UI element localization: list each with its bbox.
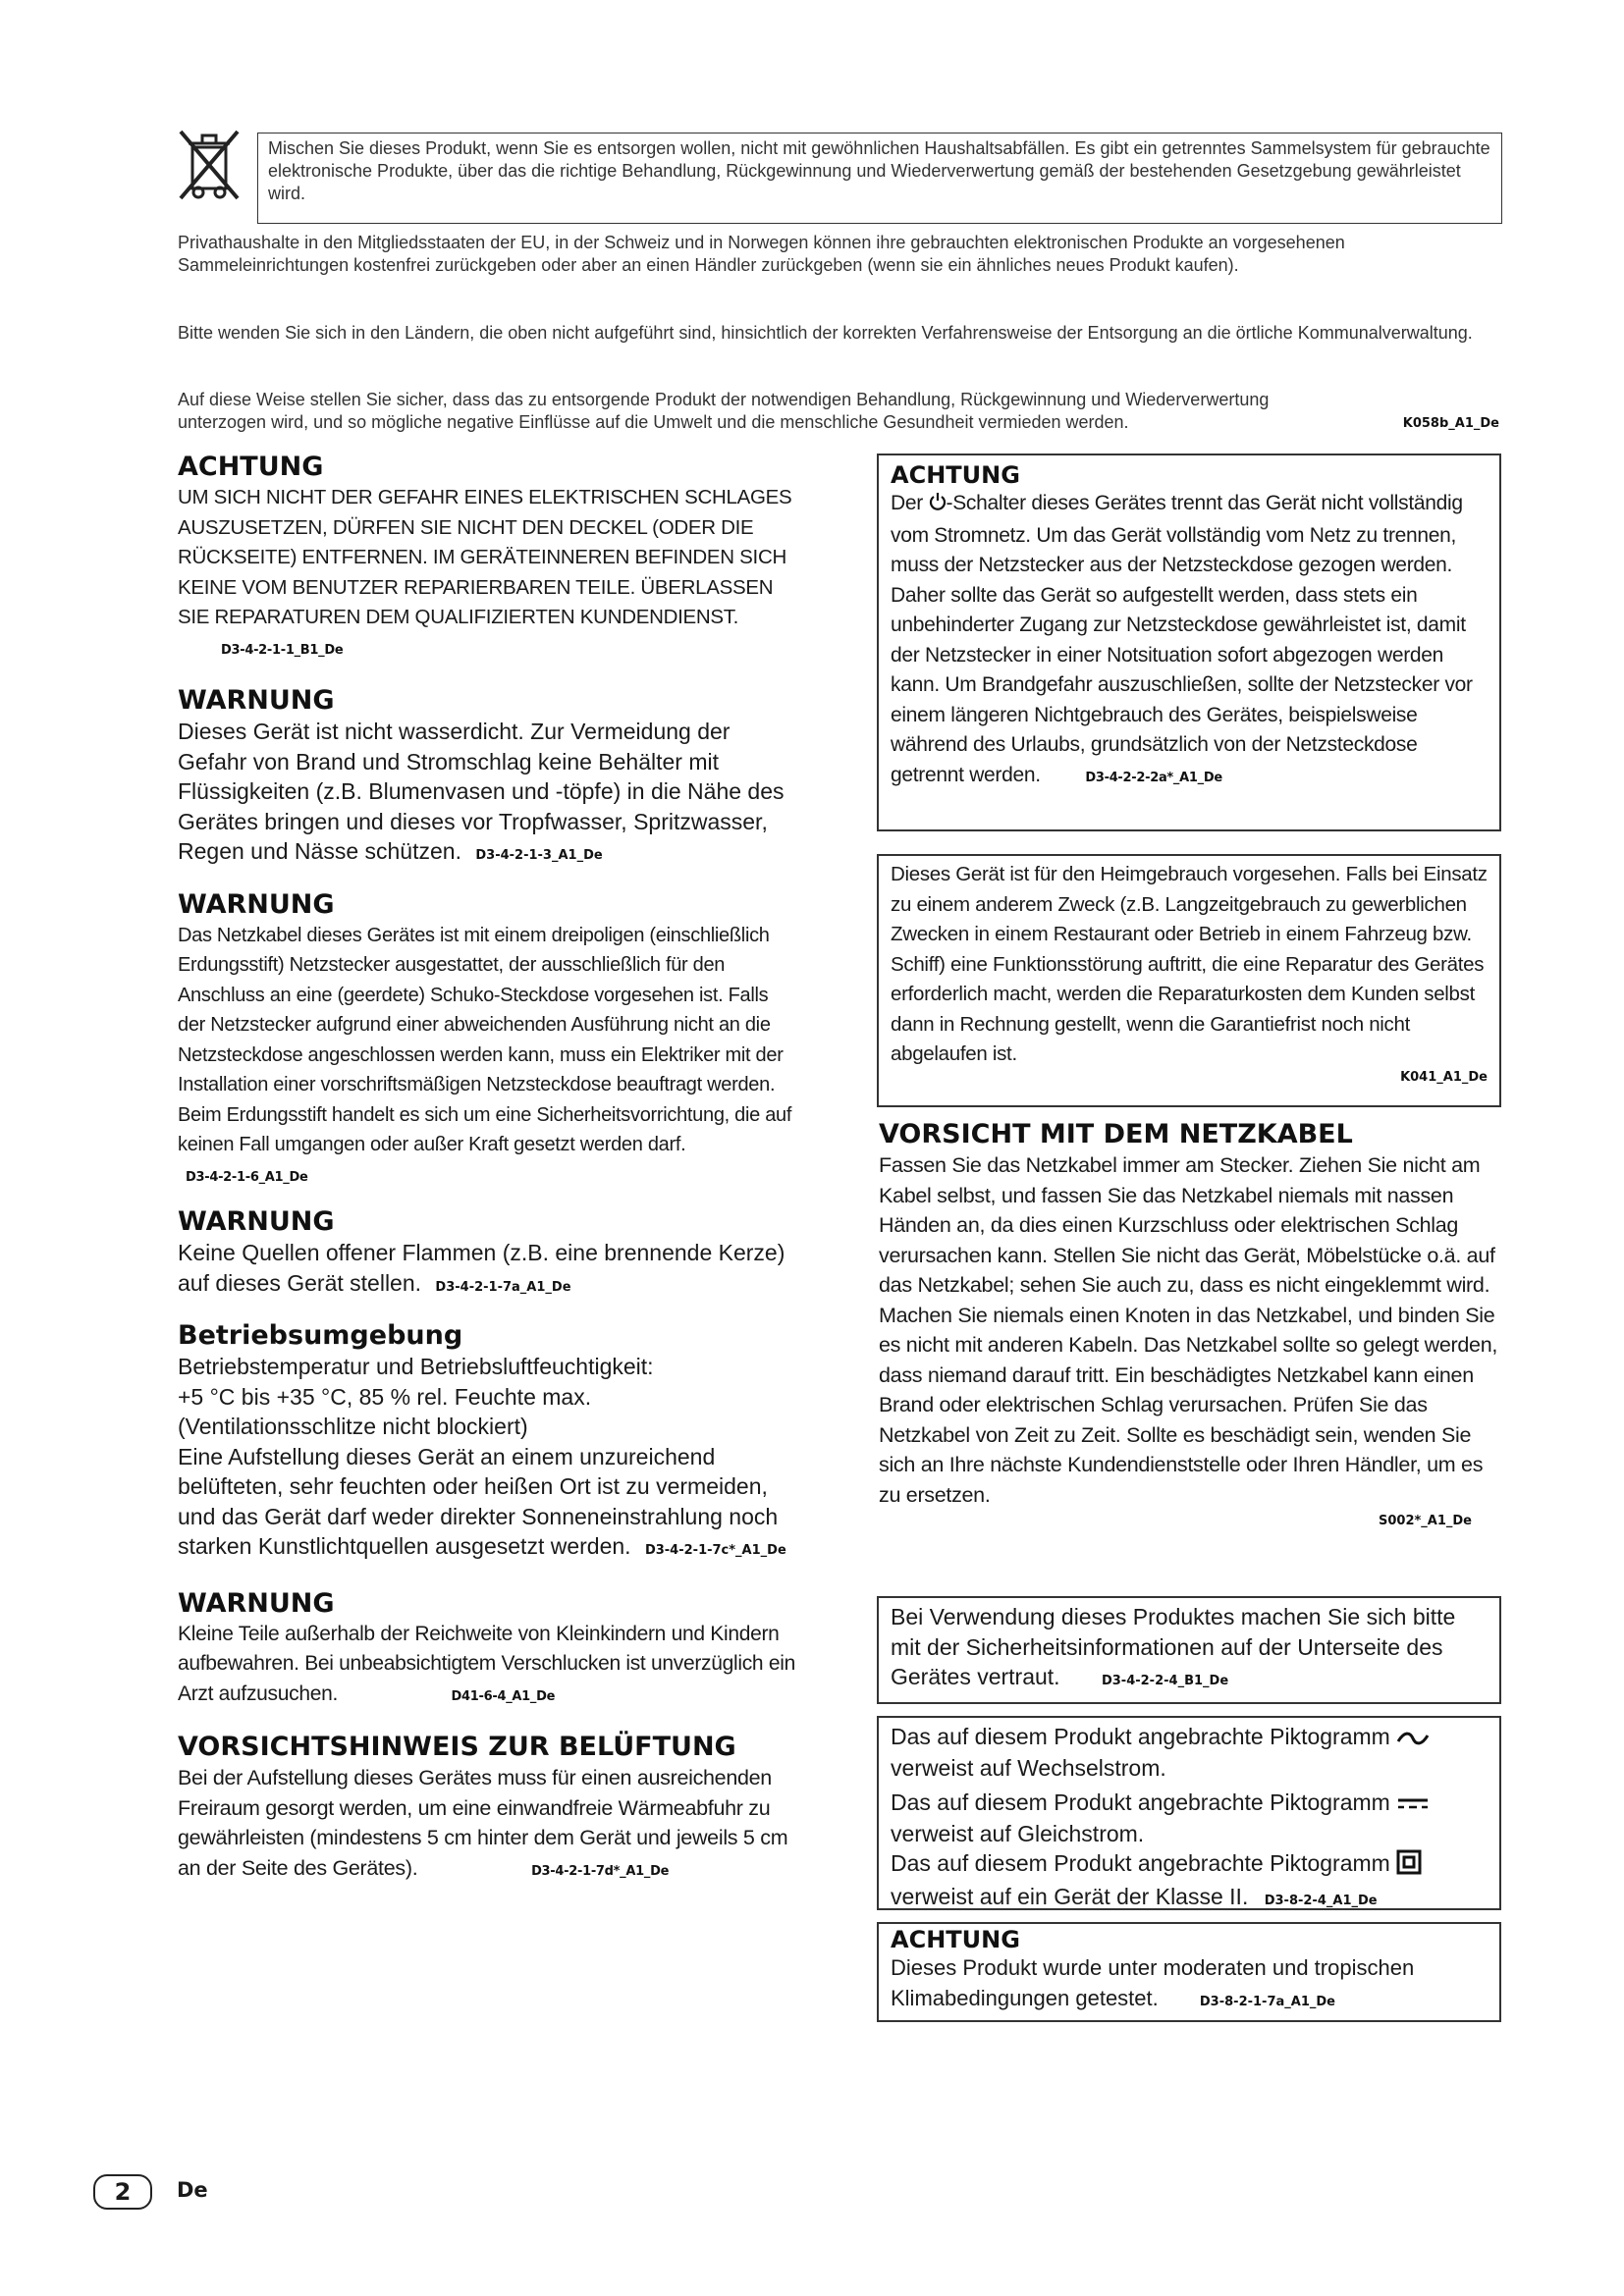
- pikto-dc-line: Das auf diesem Produkt angebrachte Piktogramm: [891, 1788, 1488, 1819]
- netzkabel-title: VORSICHT MIT DEM NETZKABEL: [879, 1119, 1353, 1149]
- achtung-box-title: ACHTUNG: [891, 461, 1020, 489]
- betrieb-line-2: +5 °C bis +35 °C, 85 % rel. Feuchte max.: [178, 1383, 592, 1410]
- piktogramm-code: D3-8-2-4_A1_De: [1264, 1894, 1378, 1909]
- achtung-box-text: Der -Schalter dieses Gerätes trennt das Gerät nicht vollständig vom Stromnetz. Um das Gerät vollständig vom Netz zu trennen, muss der Netzstecker aus der Netzsteckdose gezogen werden. Daher sollte das Gerät so aufgestellt werden, dass stets ein unbehinderter Zugang zur Netzsteckdose gewährleistet ist, damit der Netzstecker in einer Notsituation sofort abgezogen werden kann. Um Brandgefahr auszuschließen, sollte der Netzstecker vor einem längeren Nichtgebrauch des Gerätes, beispielsweise während des Urlaubs, grundsätzlich von der Netzsteckdose getrennt werden. D3-4-2-2-2a*_A1_De: [891, 492, 1473, 786]
- dc-current-icon: [1396, 1789, 1430, 1819]
- weee-bin-icon: [175, 126, 245, 204]
- warnung-4-text: Kleine Teile außerhalb der Reichweite von Kleinkindern und Kindern aufbewahren. Bei unbeabsichtigtem Verschlucken ist unverzüglich ein Arzt aufzusuchen. D41-6-4_A1_De: [178, 1622, 795, 1705]
- recycle-para-1: Privathaushalte in den Mitgliedsstaaten der EU, in der Schweiz und in Norwegen können ihre gebrauchten elektronischen Produkte an vorgesehenen Sammeleinrichtungen kostenfrei zurückgeben oder aber an einen Händler zurückgeben (wenn sie ein ähnliches neues Produkt kaufen).: [178, 233, 1345, 275]
- lueftung-code: D3-4-2-1-7d*_A1_De: [531, 1863, 670, 1879]
- betrieb-text: Eine Aufstellung dieses Gerät an einem unzureichend belüfteten, sehr feuchten oder heißen Ort ist zu vermeiden, und das Gerät darf weder direkter Sonneneinstrahlung noch starken Kunstlichtquellen ausgesetzt werden. D3-4-2-1-7c*_A1_De: [178, 1443, 786, 1559]
- sicherheitsinfo-code: D3-4-2-2-4_B1_De: [1101, 1674, 1229, 1688]
- netzkabel-section: [879, 1119, 1501, 1528]
- lueftung-section: [178, 1732, 796, 1887]
- standby-power-icon: [929, 491, 947, 521]
- achtung-klima-box: [877, 1922, 1501, 2022]
- achtung-section: [178, 452, 796, 666]
- betrieb-title: Betriebsumgebung: [178, 1320, 463, 1351]
- recycle-para-2: Bitte wenden Sie sich in den Ländern, die oben nicht aufgeführt sind, hinsichtlich der korrekten Verfahrensweise der Entsorgung an die örtliche Kommunalverwaltung.: [178, 323, 1473, 343]
- page-number-badge: 2: [93, 2174, 152, 2210]
- class-ii-icon: [1396, 1849, 1422, 1883]
- warnung-3-section: [178, 1206, 796, 1303]
- pikto-class2-desc: verweist auf ein Gerät der Klasse II. D3-8-2-4_A1_De: [891, 1884, 1378, 1910]
- language-label: De: [177, 2178, 208, 2202]
- achtung-klima-code: D3-8-2-1-7a_A1_De: [1199, 1994, 1335, 2009]
- achtung-netzschalter-box: [877, 454, 1501, 831]
- weee-notice-box: [257, 133, 1502, 224]
- heimgebrauch-code: K041_A1_De: [1400, 1069, 1488, 1085]
- heimgebrauch-text: Dieses Gerät ist für den Heimgebrauch vorgesehen. Falls bei Einsatz zu einem anderem Zweck (z.B. Langzeitgebrauch zu gewerblichen Zwecken in einem Restaurant oder Betrieb in einem Fahrzeug bzw. Schiff) eine Funktionsstörung auftritt, die eine Reparatur des Gerätes erforderlich macht, werden die Reparaturkosten dem Kunden selbst dann in Rechnung gestellt, wenn die Garantiefrist noch nicht abgelaufen ist.: [891, 863, 1488, 1065]
- pikto-ac-line: Das auf diesem Produkt angebrachte Piktogramm: [891, 1722, 1488, 1753]
- warnung-3-code: D3-4-2-1-7a_A1_De: [435, 1279, 571, 1295]
- sicherheitsinfo-text: Bei Verwendung dieses Produktes machen Sie sich bitte mit der Sicherheitsinformationen auf der Unterseite des Gerätes vertraut. D3-4-2-2-4_B1_De: [891, 1604, 1456, 1689]
- pikto-class2-line: Das auf diesem Produkt angebrachte Piktogramm: [891, 1848, 1488, 1882]
- betrieb-code: D3-4-2-1-7c*_A1_De: [644, 1543, 786, 1558]
- pikto-dc-desc: verweist auf Gleichstrom.: [891, 1820, 1145, 1846]
- achtung-title: ACHTUNG: [178, 452, 324, 482]
- achtung-text: UM SICH NICHT DER GEFAHR EINES ELEKTRISCHEN SCHLAGES AUSZUSETZEN, DÜRFEN SIE NICHT DEN DECKEL (ODER DIE RÜCKSEITE) ENTFERNEN. IM GERÄTEINNEREN BEFINDEN SICH KEINE VOM BENUTZER REPARIERBAREN TEILE. ÜBERLASSEN SIE REPARATUREN DEM QUALIFIZIERTEN KUNDENDIENST. D3-4-2-1-1_B1_De: [178, 486, 792, 658]
- heimgebrauch-box: [877, 854, 1501, 1107]
- warnung-1-section: [178, 685, 796, 872]
- weee-notice-text: Mischen Sie dieses Produkt, wenn Sie es entsorgen wollen, nicht mit gewöhnlichen Haushaltsabfällen. Es gibt ein getrenntes Sammelsystem für gebrauchte elektronische Produkte, über das die richtige Behandlung, Rückgewinnung und Wiederverwertung gemäß der bestehenden Gesetzgebung gewährleistet wird.: [268, 138, 1490, 203]
- betrieb-section: [178, 1320, 796, 1567]
- piktogramm-box: [877, 1716, 1501, 1910]
- warnung-1-text: Dieses Gerät ist nicht wasserdicht. Zur Vermeidung der Gefahr von Brand und Stromschlag keine Behälter mit Flüssigkeiten (z.B. Blumenvasen und -töpfe) in die Nähe des Gerätes bringen und dieses vor Tropfwasser, Spritzwasser, Regen und Nässe schützen. D3-4-2-1-3_A1_De: [178, 719, 785, 864]
- pikto-ac-desc: verweist auf Wechselstrom.: [891, 1755, 1166, 1782]
- warnung-2-code: D3-4-2-1-6_A1_De: [186, 1169, 308, 1185]
- warnung-1-title: WARNUNG: [178, 685, 335, 716]
- achtung-code: D3-4-2-1-1_B1_De: [221, 642, 344, 658]
- achtung-klima-text: Dieses Produkt wurde unter moderaten und tropischen Klimabedingungen getestet. D3-8-2-1-7a_A1_De: [891, 1955, 1415, 2010]
- netzkabel-code: S002*_A1_De: [1378, 1514, 1472, 1528]
- ac-current-icon: [1396, 1724, 1430, 1754]
- warnung-3-title: WARNUNG: [178, 1206, 335, 1237]
- lueftung-text: Bei der Aufstellung dieses Gerätes muss für einen ausreichenden Freiraum gesorgt werden, um eine einwandfreie Wärmeabfuhr zu gewährleisten (mindestens 5 cm hinter dem Gerät und jeweils 5 cm an der Seite des Gerätes). D3-4-2-1-7d*_A1_De: [178, 1766, 788, 1880]
- achtung-box-code: D3-4-2-2-2a*_A1_De: [1085, 770, 1222, 785]
- left-column: [178, 452, 796, 1887]
- warnung-2-text: Das Netzkabel dieses Gerätes ist mit einem dreipoligen (einschließlich Erdungsstift) Netzstecker ausgestattet, der ausschließlich für den Anschluss an eine (geerdete) Schuko-Steckdose vorgesehen ist. Falls der Netzstecker aufgrund einer abweichenden Ausführung nicht an die Netzsteckdose angeschlossen werden kann, muss ein Elektriker mit der Installation einer vorschriftsmäßigen Netzsteckdose beauftragt werden. Beim Erdungsstift handelt es sich um eine Sicherheitsvorrichtung, die auf keinen Fall umgangen oder außer Kraft gesetzt werden darf. D3-4-2-1-6_A1_De: [178, 924, 792, 1185]
- warnung-4-section: [178, 1588, 796, 1713]
- warnung-4-code: D41-6-4_A1_De: [451, 1688, 556, 1704]
- achtung-klima-title: ACHTUNG: [891, 1926, 1020, 1953]
- lueftung-title: VORSICHTSHINWEIS ZUR BELÜFTUNG: [178, 1732, 736, 1762]
- warnung-4-title: WARNUNG: [178, 1587, 335, 1619]
- sicherheitsinfo-box: [877, 1596, 1501, 1704]
- recycle-para-3-block: [178, 389, 1499, 434]
- warnung-3-text: Keine Quellen offener Flammen (z.B. eine brennende Kerze) auf dieses Gerät stellen. D3-4-2-1-7a_A1_De: [178, 1240, 785, 1296]
- warnung-2-title: WARNUNG: [178, 888, 335, 920]
- netzkabel-text: Fassen Sie das Netzkabel immer am Stecker. Ziehen Sie nicht am Kabel selbst, und fassen Sie das Netzkabel niemals mit nassen Händen an, da dies einen Kurzschluss oder elektrischen Schlag verursachen kann. Stellen Sie nicht das Gerät, Möbelstücke o.ä. auf das Netzkabel; sehen Sie auch zu, dass es nicht eingeklemmt wird. Machen Sie niemals einen Knoten in das Netzkabel, und binden Sie es nicht mit anderen Kabeln. Das Netzkabel sollte so gelegt werden, dass niemand darauf tritt. Ein beschädigtes Netzkabel kann einen Brand oder elektrischen Schlag verursachen. Prüfen Sie das Netzkabel von Zeit zu Zeit. Sollte es beschädigt sein, wenden Sie sich an Ihre nächste Kundendienststelle oder Ihren Händler, um es zu ersetzen.: [879, 1153, 1498, 1507]
- recycle-code: K058b_A1_De: [1402, 416, 1499, 431]
- warnung-1-code: D3-4-2-1-3_A1_De: [475, 848, 603, 863]
- warnung-2-section: [178, 889, 796, 1194]
- betrieb-line-1: Betriebstemperatur und Betriebsluftfeuchtigkeit:: [178, 1354, 654, 1379]
- betrieb-line-3: (Ventilationsschlitze nicht blockiert): [178, 1414, 528, 1439]
- recycle-para-3: Auf diese Weise stellen Sie sicher, dass das zu entsorgende Produkt der notwendigen Behandlung, Rückgewinnung und Wiederverwertung unterzogen wird, und so mögliche negative Einflüsse auf die Umwelt und die menschliche Gesundheit vermieden werden.: [178, 390, 1270, 432]
